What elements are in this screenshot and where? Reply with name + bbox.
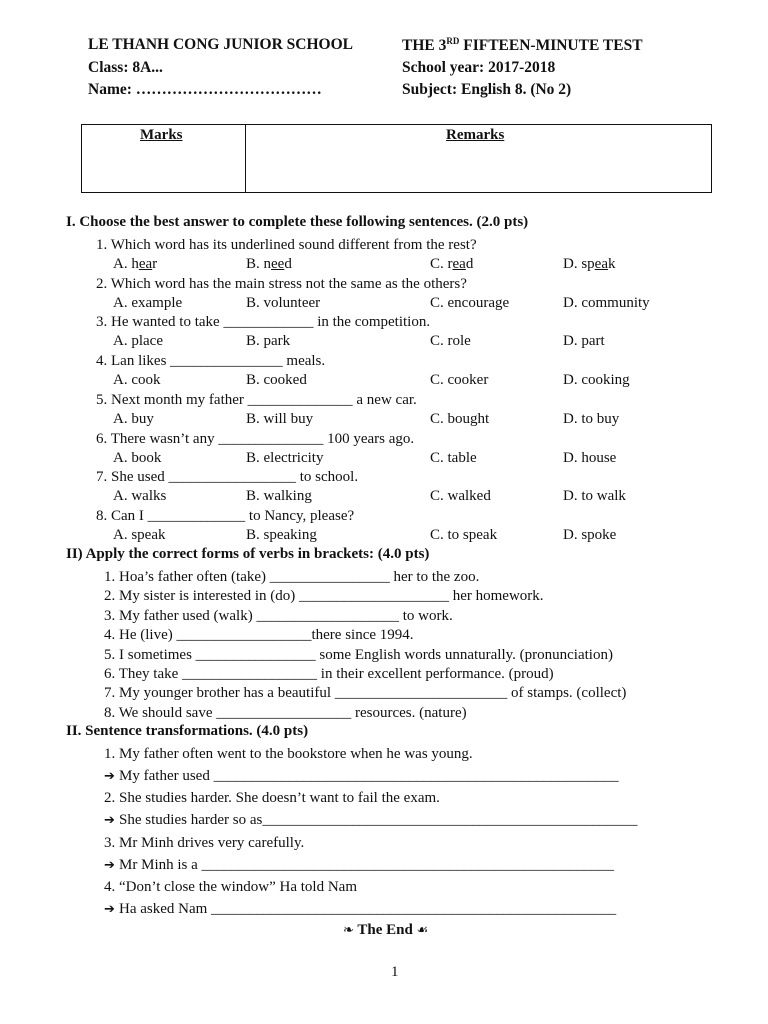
arrow-right-icon: ➔	[104, 813, 120, 828]
question-3: 3. He wanted to take ____________ in the competition.	[96, 314, 431, 330]
class-label: Class: 8A...	[88, 59, 163, 76]
question-5-option-d: D. to buy	[563, 411, 620, 427]
verb-item-8: 8. We should save __________________ resources. (nature)	[104, 705, 467, 721]
test-title: THE 3RD FIFTEEN-MINUTE TEST	[402, 36, 643, 55]
question-5: 5. Next month my father ______________ a new car.	[96, 392, 417, 408]
the-end: ❧ The End ☙	[343, 922, 429, 938]
question-4: 4. Lan likes _______________ meals.	[96, 353, 326, 369]
question-8-option-d: D. spoke	[563, 527, 617, 543]
verb-item-7: 7. My younger brother has a beautiful _______________________ of stamps. (collect)	[104, 685, 627, 701]
school-name: LE THANH CONG JUNIOR SCHOOL	[88, 36, 353, 53]
question-5-option-b: B. will buy	[246, 411, 314, 427]
transform-answer-1: ➔ My father used ______________________________________________________	[104, 768, 619, 784]
question-3-option-c: C. role	[430, 333, 471, 349]
question-8-option-b: B. speaking	[246, 527, 317, 543]
question-6-option-b: B. electricity	[246, 450, 324, 466]
remarks-header: Remarks	[446, 127, 505, 143]
arrow-right-icon: ➔	[104, 769, 120, 784]
question-8-option-c: C. to speak	[430, 527, 498, 543]
transform-answer-2: ➔ She studies harder so as__________________________________________________	[104, 812, 638, 828]
question-5-option-c: C. bought	[430, 411, 490, 427]
question-4-option-c: C. cooker	[430, 372, 489, 388]
transform-question-4: 4. “Don’t close the window” Ha told Nam	[104, 879, 358, 895]
verb-item-2: 2. My sister is interested in (do) ____________________ her homework.	[104, 588, 544, 604]
arrow-right-icon: ➔	[104, 902, 120, 917]
question-7-option-b: B. walking	[246, 488, 312, 504]
question-5-option-a: A. buy	[113, 411, 154, 427]
verb-item-6: 6. They take __________________ in their excellent performance. (proud)	[104, 666, 554, 682]
verb-item-3: 3. My father used (walk) ___________________ to work.	[104, 608, 453, 624]
page-number: 1	[391, 964, 399, 980]
question-1: 1. Which word has its underlined sound different from the rest?	[96, 237, 477, 253]
question-4-option-a: A. cook	[113, 372, 161, 388]
question-1-option-c: C. read	[430, 256, 474, 272]
section-2-title: II) Apply the correct forms of verbs in brackets: (4.0 pts)	[66, 546, 430, 562]
transform-question-1: 1. My father often went to the bookstore when he was young.	[104, 746, 473, 762]
transform-answer-4: ➔ Ha asked Nam ______________________________________________________	[104, 901, 617, 917]
question-6-option-d: D. house	[563, 450, 617, 466]
question-3-option-d: D. part	[563, 333, 605, 349]
transform-question-3: 3. Mr Minh drives very carefully.	[104, 835, 305, 851]
arrow-right-icon: ➔	[104, 858, 120, 873]
transform-question-2: 2. She studies harder. She doesn’t want to fail the exam.	[104, 790, 440, 806]
question-2-option-a: A. example	[113, 295, 183, 311]
section-1-title: I. Choose the best answer to complete these following sentences. (2.0 pts)	[66, 214, 529, 230]
question-2-option-c: C. encourage	[430, 295, 510, 311]
question-7: 7. She used _________________ to school.	[96, 469, 359, 485]
question-2-option-d: D. community	[563, 295, 650, 311]
question-2-option-b: B. volunteer	[246, 295, 321, 311]
verb-item-5: 5. I sometimes ________________ some English words unnaturally. (pronunciation)	[104, 647, 613, 663]
question-6-option-a: A. book	[113, 450, 162, 466]
verb-item-1: 1. Hoa’s father often (take) ________________ her to the zoo.	[104, 569, 480, 585]
question-4-option-b: B. cooked	[246, 372, 307, 388]
question-6-option-c: C. table	[430, 450, 477, 466]
question-8-option-a: A. speak	[113, 527, 166, 543]
ornament-left-icon: ❧	[343, 923, 354, 938]
subject-label: Subject: English 8. (No 2)	[402, 81, 572, 98]
question-3-option-a: A. place	[113, 333, 163, 349]
question-1-option-b: B. need	[246, 256, 292, 272]
section-3-title: II. Sentence transformations. (4.0 pts)	[66, 723, 309, 739]
question-1-option-d: D. speak	[563, 256, 616, 272]
question-1-option-a: A. hear	[113, 256, 158, 272]
school-year: School year: 2017-2018	[402, 59, 556, 76]
question-4-option-d: D. cooking	[563, 372, 630, 388]
question-7-option-a: A. walks	[113, 488, 167, 504]
question-7-option-c: C. walked	[430, 488, 491, 504]
question-6: 6. There wasn’t any ______________ 100 years ago.	[96, 431, 415, 447]
marks-header: Marks	[140, 127, 183, 143]
marks-remarks-table	[81, 124, 712, 193]
transform-answer-3: ➔ Mr Minh is a _______________________________________________________	[104, 857, 615, 873]
question-7-option-d: D. to walk	[563, 488, 626, 504]
question-3-option-b: B. park	[246, 333, 291, 349]
ornament-right-icon: ☙	[416, 923, 429, 938]
student-name-field: Name: ………………………………	[88, 81, 322, 98]
question-8: 8. Can I _____________ to Nancy, please?	[96, 508, 355, 524]
question-2: 2. Which word has the main stress not the same as the others?	[96, 276, 467, 292]
verb-item-4: 4. He (live) __________________there since 1994.	[104, 627, 414, 643]
